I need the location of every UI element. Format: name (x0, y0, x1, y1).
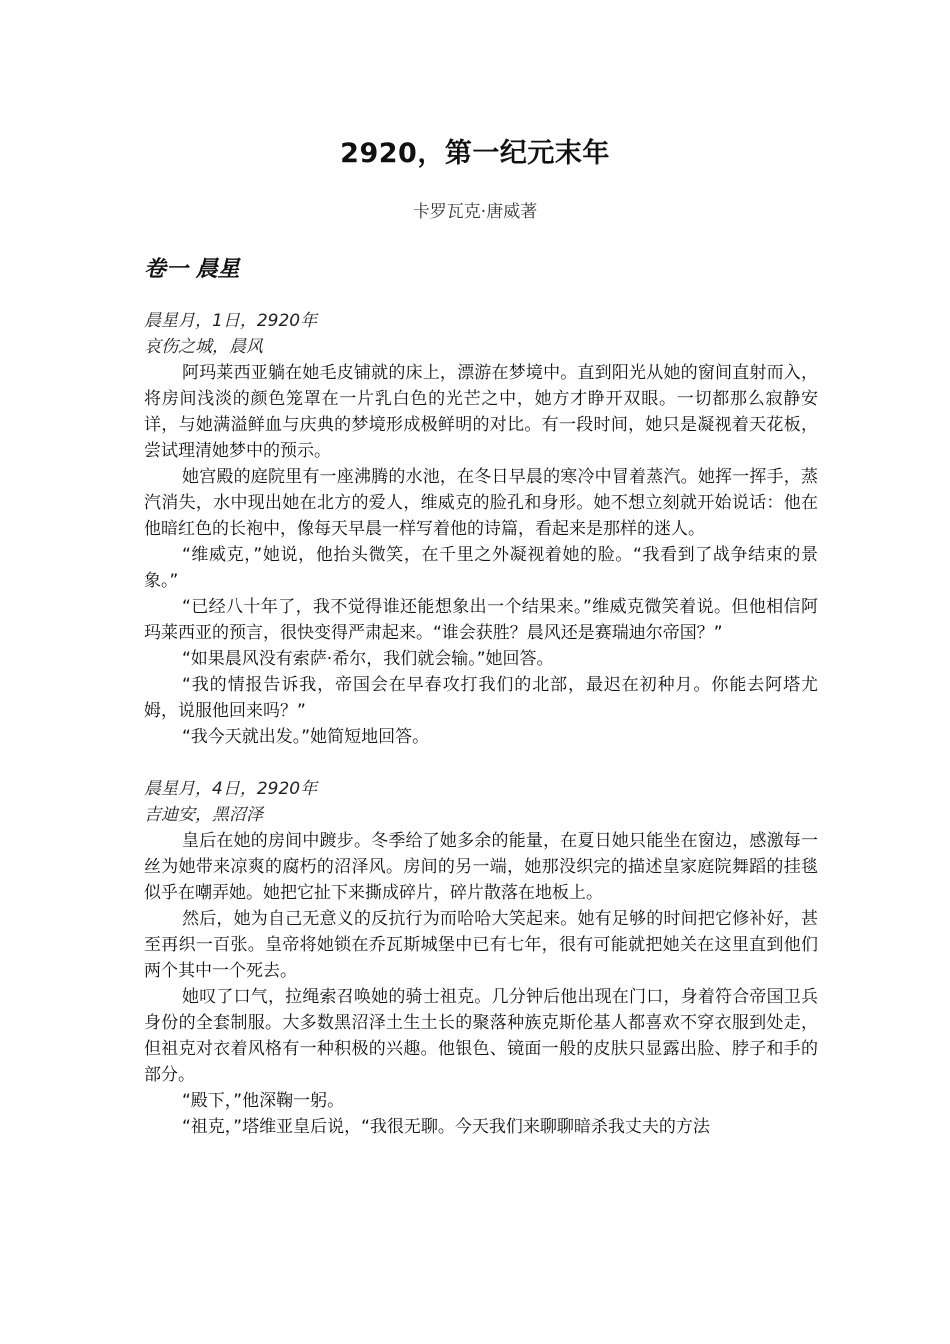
paragraph: “如果晨风没有索萨·希尔，我们就会输。”她回答。 (182, 649, 554, 669)
section-date: 晨星月，1日，2920年 (144, 311, 318, 331)
paragraph: “殿下，”他深鞠一躬。 (182, 1091, 345, 1111)
document-title: 2920，第一纪元末年 (340, 138, 610, 169)
paragraph: 她叹了口气，拉绳索召唤她的骑士祖克。几分钟后他出现在门口，身着符合帝国卫兵身份的全套制服。大多数黑沼泽土生土长的聚落种族克斯伦基人都喜欢不穿衣服到处走，但祖克对衣着风格有一种积极的兴趣。他银色、镜面一般的皮肤只显露出脸、脖子和手的部分。 (144, 987, 818, 1085)
paragraph: “维威克，”她说，他抬头微笑，在千里之外凝视着她的脸。“我看到了战争结束的景象。” (144, 545, 818, 591)
body-text (144, 308, 818, 1140)
paragraph: 皇后在她的房间中踱步。冬季给了她多余的能量，在夏日她只能坐在窗边，感激每一丝为她带来凉爽的腐朽的沼泽风。房间的另一端，她那没织完的描述皇家庭院舞蹈的挂毯似乎在嘲弄她。她把它扯下来撕成碎片，碎片散落在地板上。 (144, 831, 818, 903)
section-2 (144, 776, 818, 1140)
paragraph: 她宫殿的庭院里有一座沸腾的水池，在冬日早晨的寒冷中冒着蒸汽。她挥一挥手，蒸汽消失，水中现出她在北方的爱人，维威克的脸孔和身形。她不想立刻就开始说话：他在他暗红色的长袍中，像每天早晨一样写着他的诗篇，看起来是那样的迷人。 (144, 467, 818, 539)
section-1 (144, 308, 818, 750)
paragraph: “我的情报告诉我，帝国会在早春攻打我们的北部，最迟在初种月。你能去阿塔尤姆，说服他回来吗？” (144, 675, 818, 721)
section-date: 晨星月，4日，2920年 (144, 779, 318, 799)
volume-heading: 卷一 晨星 (144, 257, 240, 282)
author-line: 卡罗瓦克·唐威著 (412, 202, 538, 222)
paragraph: “我今天就出发。”她简短地回答。 (182, 727, 430, 747)
paragraph: 阿玛莱西亚躺在她毛皮铺就的床上，漂游在梦境中。直到阳光从她的窗间直射而入，将房间浅淡的颜色笼罩在一片乳白色的光芒之中，她方才睁开双眼。一切都那么寂静安详，与她满溢鲜血与庆典的梦境形成极鲜明的对比。有一段时间，她只是凝视着天花板，尝试理清她梦中的预示。 (144, 363, 818, 461)
section-place: 哀伤之城，晨风 (144, 337, 263, 357)
paragraph: “已经八十年了，我不觉得谁还能想象出一个结果来。”维威克微笑着说。但他相信阿玛莱西亚的预言，很快变得严肃起来。“谁会获胜？晨风还是赛瑞迪尔帝国？” (144, 597, 818, 643)
paragraph: “祖克，”塔维亚皇后说，“我很无聊。今天我们来聊聊暗杀我丈夫的方法 (182, 1117, 710, 1137)
section-place: 吉迪安，黑沼泽 (144, 805, 263, 825)
section-spacer (144, 750, 818, 776)
paragraph: 然后，她为自己无意义的反抗行为而哈哈大笑起来。她有足够的时间把它修补好，甚至再织一百张。皇帝将她锁在乔瓦斯城堡中已有七年，很有可能就把她关在这里直到他们两个其中一个死去。 (144, 909, 818, 981)
